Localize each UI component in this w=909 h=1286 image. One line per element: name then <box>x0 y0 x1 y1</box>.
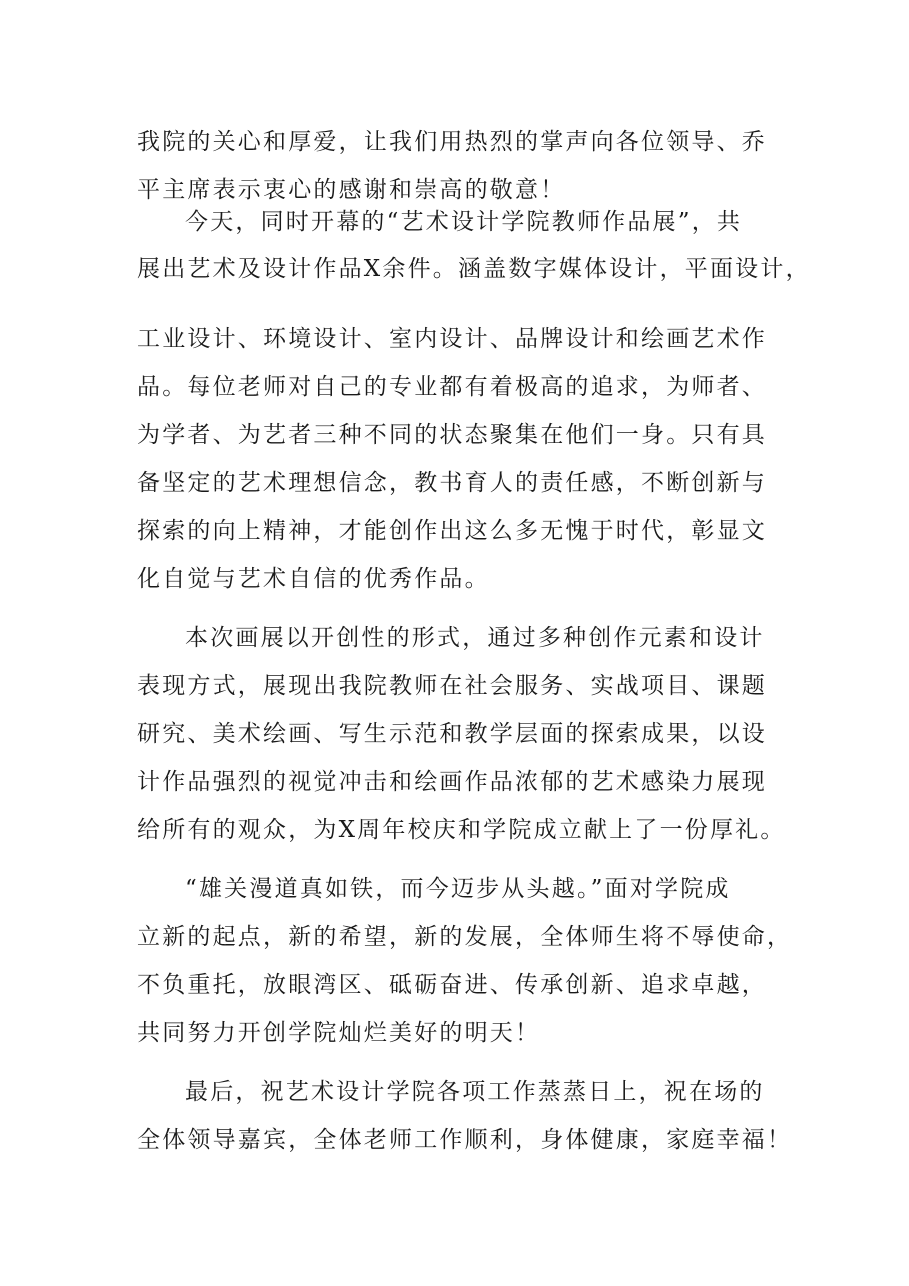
paragraph-line: 不负重托，放眼湾区、砥砺奋进、传承创新、追求卓越， <box>137 972 767 998</box>
paragraph-line: 给所有的观众，为X周年校庆和学院成立献上了一份厚礼。 <box>137 817 786 843</box>
paragraph-line: 平主席表示衷心的感谢和崇高的敬意！ <box>137 177 566 203</box>
paragraph-line: 为学者、为艺者三种不同的状态聚集在他们一身。只有具 <box>137 422 767 448</box>
paragraph-line: 探索的向上精神，才能创作出这么多无愧于时代，彰显文 <box>137 518 767 544</box>
paragraph-line: 展出艺术及设计作品X余件。涵盖数字媒体设计，平面设计， <box>137 256 811 282</box>
paragraph-line: 共同努力开创学院灿烂美好的明天！ <box>137 1020 541 1046</box>
paragraph-line: 今天，同时开幕的“艺术设计学院教师作品展”，共 <box>185 209 743 235</box>
paragraph-line: 品。每位老师对自己的专业都有着极高的追求，为师者、 <box>137 374 767 400</box>
paragraph-line: 研究、美术绘画、写生示范和教学层面的探索成果，以设 <box>137 721 767 747</box>
paragraph-line: 表现方式，展现出我院教师在社会服务、实战项目、课题 <box>137 673 767 699</box>
paragraph-line: 计作品强烈的视觉冲击和绘画作品浓郁的艺术感染力展现 <box>137 769 767 795</box>
paragraph-line: 工业设计、环境设计、室内设计、品牌设计和绘画艺术作 <box>137 326 767 352</box>
paragraph-line: 我院的关心和厚爱，让我们用热烈的掌声向各位领导、乔 <box>137 129 767 155</box>
paragraph-line: 本次画展以开创性的形式，通过多种创作元素和设计 <box>185 625 765 651</box>
paragraph-line: 最后，祝艺术设计学院各项工作蒸蒸日上，祝在场的 <box>185 1079 765 1105</box>
paragraph-line: 备坚定的艺术理想信念，教书育人的责任感，不断创新与 <box>137 470 767 496</box>
paragraph-line: 化自觉与艺术自信的优秀作品。 <box>137 566 490 592</box>
paragraph-line: 全体领导嘉宾，全体老师工作顺利，身体健康，家庭幸福！ <box>137 1127 793 1153</box>
paragraph-line: “雄关漫道真如铁，而今迈步从头越。”面对学院成 <box>185 876 731 902</box>
paragraph-line: 立新的起点，新的希望，新的发展，全体师生将不辱使命， <box>137 924 793 950</box>
